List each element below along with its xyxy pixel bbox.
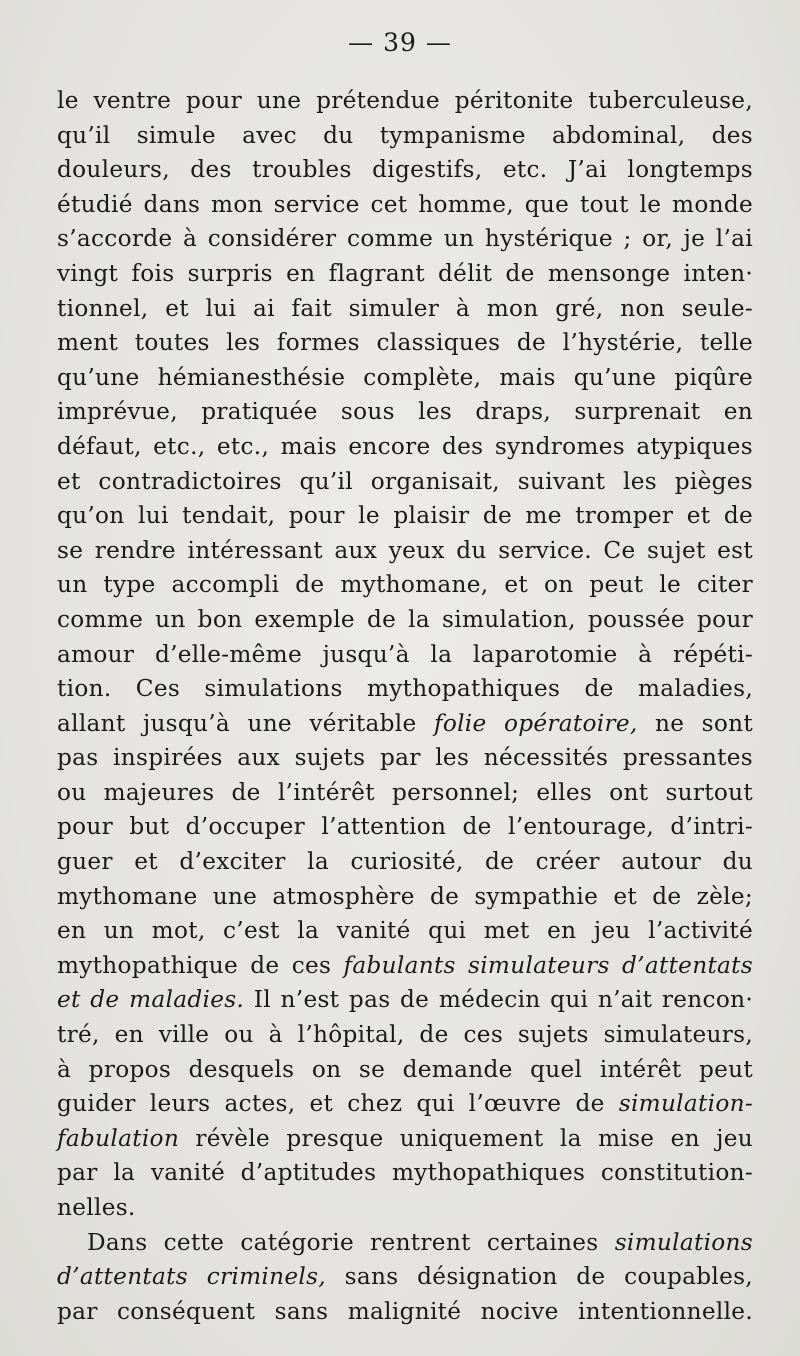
text-line xyxy=(57,1087,753,1122)
text-run: Il n’est pas de médecin qui n’ait rencon· xyxy=(244,986,753,1014)
text-line: imprévue, pratiquée sous les draps, surprenait en xyxy=(57,398,753,426)
text-line: à propos desquels on se demande quel intérêt peut xyxy=(57,1055,753,1083)
text-run: sans désignation de coupables, xyxy=(325,1263,753,1291)
text-run: allant jusqu’à une véritable xyxy=(57,709,434,737)
text-line: tré, en ville ou à l’hôpital, de ces sujets simulateurs, xyxy=(57,1021,753,1049)
text-line: comme un bon exemple de la simulation, poussée pour xyxy=(57,605,753,633)
text-line: défaut, etc., etc., mais encore des syndromes atypiques xyxy=(57,432,753,460)
text-line: douleurs, des troubles digestifs, etc. J’ai longtemps xyxy=(57,156,753,184)
italic-run: fabulants simulateurs d’attentats xyxy=(343,951,753,979)
text-line: s’accorde à considérer comme un hystérique ; or, je l’ai xyxy=(57,225,753,253)
italic-run: simulations xyxy=(614,1228,753,1256)
text-line: qu’il simule avec du tympanisme abdominal, des xyxy=(57,121,753,149)
text-line xyxy=(57,707,753,742)
text-line xyxy=(57,983,753,1018)
body-text xyxy=(57,84,753,1329)
text-line: vingt fois surpris en flagrant délit de mensonge inten· xyxy=(57,259,753,287)
italic-run: d’attentats criminels, xyxy=(57,1263,326,1291)
italic-run: simulation- xyxy=(618,1090,753,1118)
text-line: en un mot, c’est la vanité qui met en jeu l’activité xyxy=(57,917,753,945)
text-line: pour but d’occuper l’attention de l’entourage, d’intri- xyxy=(57,813,753,841)
text-line xyxy=(57,1260,753,1295)
text-run: Dans cette catégorie rentrent certaines xyxy=(87,1228,615,1256)
text-line: un type accompli de mythomane, et on peut le citer xyxy=(57,571,753,599)
text-line: pas inspirées aux sujets par les nécessités pressantes xyxy=(57,744,753,772)
text-line: le ventre pour une prétendue péritonite tuberculeuse, xyxy=(57,87,753,114)
text-line: par la vanité d’aptitudes mythopathiques constitution- xyxy=(57,1159,753,1187)
page-number: — 39 — xyxy=(348,28,452,57)
text-line xyxy=(57,1122,753,1157)
text-run: guider leurs actes, et chez qui l’œuvre de xyxy=(57,1090,619,1118)
text-line: et contradictoires qu’il organisait, suivant les pièges xyxy=(57,467,753,495)
text-line: qu’une hémianesthésie complète, mais qu’une piqûre xyxy=(57,363,753,391)
text-line: nelles. xyxy=(57,1194,136,1221)
text-line: qu’on lui tendait, pour le plaisir de me tromper et de xyxy=(57,502,753,530)
text-line: guer et d’exciter la curiosité, de créer autour du xyxy=(57,848,753,876)
text-line: se rendre intéressant aux yeux du service. Ce sujet est xyxy=(57,536,753,564)
italic-run: folie opératoire, xyxy=(433,709,638,737)
text-run: ne sont xyxy=(637,709,753,737)
italic-run: fabulation xyxy=(57,1124,180,1152)
text-run: mythopathique de ces xyxy=(57,951,344,979)
text-line: mythomane une atmosphère de sympathie et de zèle; xyxy=(57,882,753,910)
text-line: amour d’elle-même jusqu’à la laparotomie à répéti- xyxy=(57,640,753,668)
text-run: révèle presque uniquement la mise en jeu xyxy=(179,1124,753,1152)
text-line: étudié dans mon service cet homme, que tout le monde xyxy=(57,190,753,218)
text-line: tion. Ces simulations mythopathiques de maladies, xyxy=(57,675,753,703)
text-line: ou majeures de l’intérêt personnel; elles ont surtout xyxy=(57,778,753,806)
text-line: par conséquent sans malignité nocive intentionnelle. xyxy=(57,1297,753,1325)
italic-run: et de maladies. xyxy=(57,986,245,1014)
text-line: tionnel, et lui ai fait simuler à mon gré, non seule- xyxy=(57,294,753,322)
text-line: ment toutes les formes classiques de l’hystérie, telle xyxy=(57,329,753,357)
text-line xyxy=(57,949,753,984)
text-line xyxy=(57,1226,753,1261)
